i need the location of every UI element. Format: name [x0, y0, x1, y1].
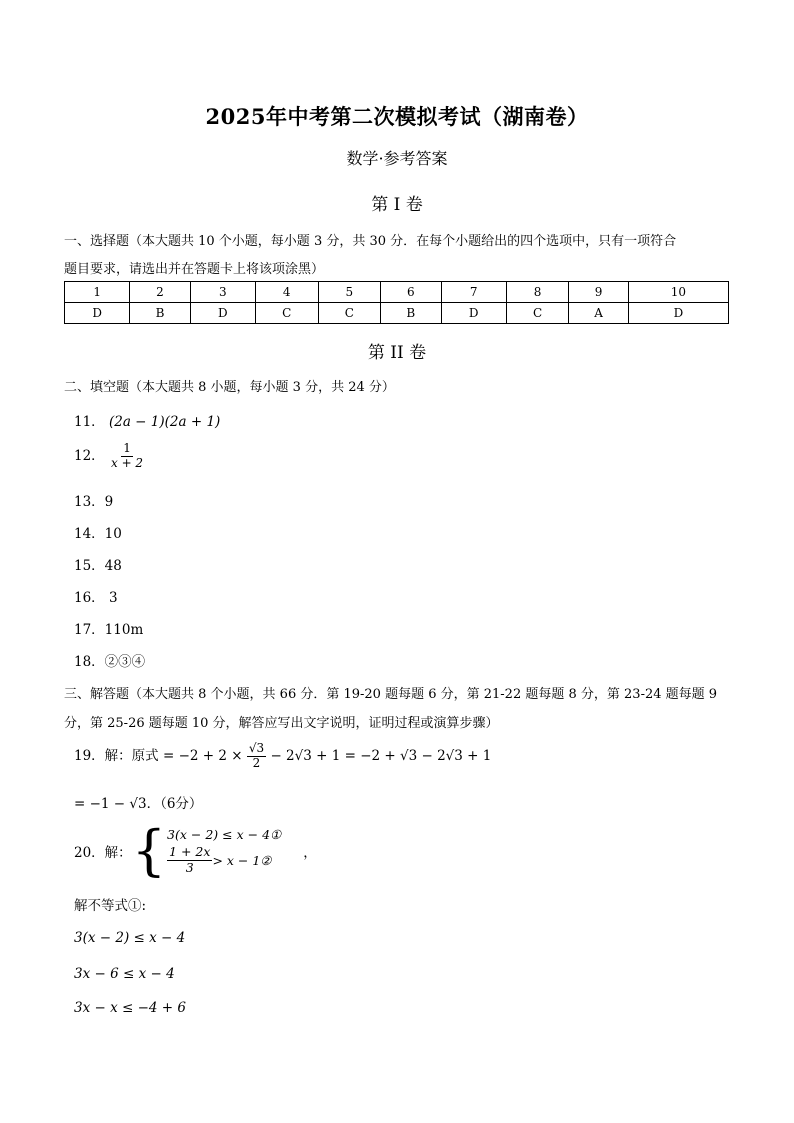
section1-instruction-line2: 题目要求，请选出并在答题卡上将该项涂黑）: [64, 262, 325, 277]
solution-19-fraction: [247, 742, 266, 771]
table-cell: C: [255, 303, 318, 324]
solution-19-label: 19．解：原式 = −2 + 2 ×: [74, 747, 243, 764]
section3-instruction-line1: 三、解答题（本大题共 8 个小题，共 66 分．第 19-20 题每题 6 分，第 21-22 题每题 8 分，第 23-24 题每题 9: [64, 687, 718, 702]
fraction-numerator: 1: [123, 441, 131, 455]
solution-19-expression: − 2√3 + 1 = −2 + √3 − 2√3 + 1: [270, 747, 492, 764]
answer-table-number-row: [65, 282, 729, 303]
fraction-denominator: 3: [185, 859, 194, 875]
answer-table-answer-row: [65, 303, 729, 324]
inequality-2-rest: > x − 1②: [212, 852, 272, 868]
section1-instruction-line1: 一、选择题（本大题共 10 个小题，每小题 3 分，共 30 分．在每个小题给出的四个选项中，只有一项符合: [64, 234, 677, 249]
inequality-2-fraction: [167, 845, 212, 875]
table-cell: 2: [130, 282, 190, 303]
table-cell: B: [381, 303, 441, 324]
table-cell: C: [318, 303, 381, 324]
answer-11: [74, 410, 220, 430]
solution-20-step3: 3x − x ≤ −4 + 6: [74, 1000, 186, 1016]
table-cell: A: [569, 303, 628, 324]
fraction-denominator: 2: [252, 755, 261, 770]
solve-inequality-1-label: 解不等式①:: [74, 898, 147, 914]
table-cell: 7: [441, 282, 506, 303]
table-cell: 9: [569, 282, 628, 303]
table-cell: D: [441, 303, 506, 324]
answer-14: 14．10: [74, 526, 122, 542]
table-cell: 6: [381, 282, 441, 303]
page-subtitle: 数学·参考答案: [346, 149, 448, 168]
section2-instruction: 二、填空题（本大题共 8 小题，每小题 3 分，共 24 分）: [64, 380, 395, 395]
solution-20-step1: 3(x − 2) ≤ x − 4: [74, 930, 186, 946]
fraction-numerator: 1 + 2x: [169, 844, 211, 860]
solution-20-label: 20．解：: [74, 845, 132, 861]
table-cell: 4: [255, 282, 318, 303]
left-brace-icon: {: [131, 819, 167, 882]
table-cell: 1: [65, 282, 130, 303]
answer-table: [64, 281, 729, 324]
table-cell: 8: [506, 282, 569, 303]
solution-20-step2: 3x − 6 ≤ x − 4: [74, 966, 175, 982]
volume-2-heading: 第 II 卷: [367, 343, 427, 363]
table-cell: 10: [628, 282, 728, 303]
inequality-1: 3(x − 2) ≤ x − 4①: [167, 827, 282, 843]
fraction-denominator: x + 2: [110, 455, 144, 470]
solution-19-line2: = −1 − √3．（6分）: [74, 796, 203, 812]
answer-18: 18．②③④: [74, 654, 146, 670]
solution-19-line1: [74, 742, 491, 771]
solution-20-comma: ，: [303, 845, 317, 861]
section3-instruction-line2: 分，第 25-26 题每题 10 分，解答应写出文字说明，证明过程或演算步骤）: [64, 716, 499, 731]
page-title: 2025年中考第二次模拟考试（湖南卷）: [205, 104, 589, 129]
table-cell: 3: [190, 282, 255, 303]
answer-12-fraction: [109, 442, 145, 471]
volume-1-heading: 第 I 卷: [371, 195, 423, 215]
answer-13: 13．9: [74, 494, 114, 510]
table-cell: D: [65, 303, 130, 324]
answer-12: [74, 442, 145, 471]
answer-11-label: 11．: [74, 414, 105, 430]
solution-20-system: [74, 819, 317, 882]
table-cell: D: [190, 303, 255, 324]
table-cell: B: [130, 303, 190, 324]
fraction-numerator: √3: [248, 741, 265, 755]
answer-16: 16． 3: [74, 590, 118, 606]
answer-11-value: (2a − 1)(2a + 1): [108, 414, 221, 430]
table-cell: D: [628, 303, 728, 324]
answer-17: 17．110m: [74, 622, 144, 638]
answer-15: 15．48: [74, 558, 122, 574]
table-cell: 5: [318, 282, 381, 303]
table-cell: C: [506, 303, 569, 324]
answer-12-label: 12．: [74, 447, 105, 464]
